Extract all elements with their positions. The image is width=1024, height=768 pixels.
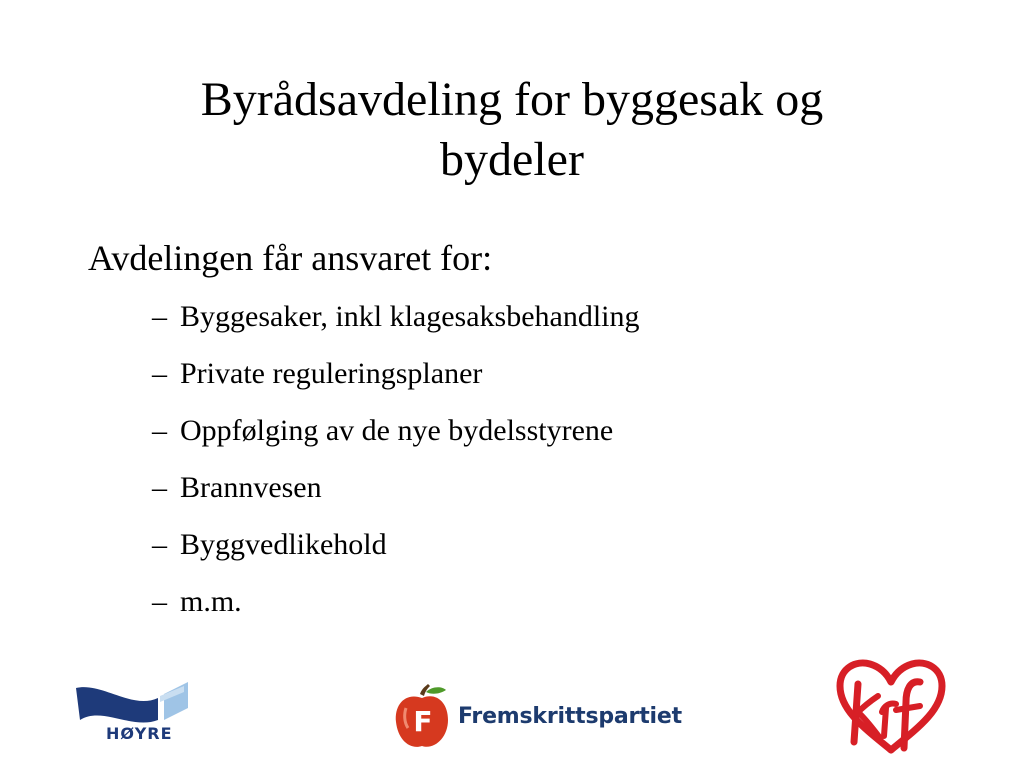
bullet-dash: – bbox=[152, 528, 167, 561]
slide-body bbox=[88, 232, 968, 630]
apple-icon bbox=[392, 684, 452, 750]
hoyre-logo-text: HØYRE bbox=[106, 724, 173, 743]
bullet-dash: – bbox=[152, 414, 167, 447]
bullet-item bbox=[152, 345, 968, 402]
bullet-text: m.m. bbox=[180, 585, 242, 618]
bullet-item bbox=[152, 402, 968, 459]
svg-text:F: F bbox=[413, 705, 433, 738]
bullet-text: Byggesaker, inkl klagesaksbehandling bbox=[180, 300, 640, 333]
slide-title bbox=[100, 70, 924, 190]
hoyre-wave-icon bbox=[72, 680, 192, 724]
lead-text: Avdelingen får ansvaret for: bbox=[88, 238, 493, 278]
bullet-text: Private reguleringsplaner bbox=[180, 357, 483, 390]
frp-logo bbox=[392, 684, 682, 750]
krf-heart-icon bbox=[834, 656, 948, 756]
bullet-text: Byggvedlikehold bbox=[180, 528, 387, 561]
krf-logo bbox=[834, 656, 948, 756]
frp-logo-text: Fremskrittspartiet bbox=[458, 704, 682, 729]
bullet-item bbox=[152, 516, 968, 573]
title-line-1: Byrådsavdeling for byggesak og bbox=[200, 73, 824, 126]
bullet-item bbox=[152, 573, 968, 630]
bullet-text: Brannvesen bbox=[180, 471, 322, 504]
bullet-dash: – bbox=[152, 585, 167, 618]
bullet-list bbox=[88, 288, 968, 630]
bullet-dash: – bbox=[152, 471, 167, 504]
title-line-2: bydeler bbox=[440, 133, 584, 186]
bullet-text: Oppfølging av de nye bydelsstyrene bbox=[180, 414, 614, 447]
bullet-item bbox=[152, 459, 968, 516]
bullet-item bbox=[152, 288, 968, 345]
bullet-dash: – bbox=[152, 357, 167, 390]
bullet-dash: – bbox=[152, 300, 167, 333]
hoyre-logo bbox=[72, 680, 192, 750]
